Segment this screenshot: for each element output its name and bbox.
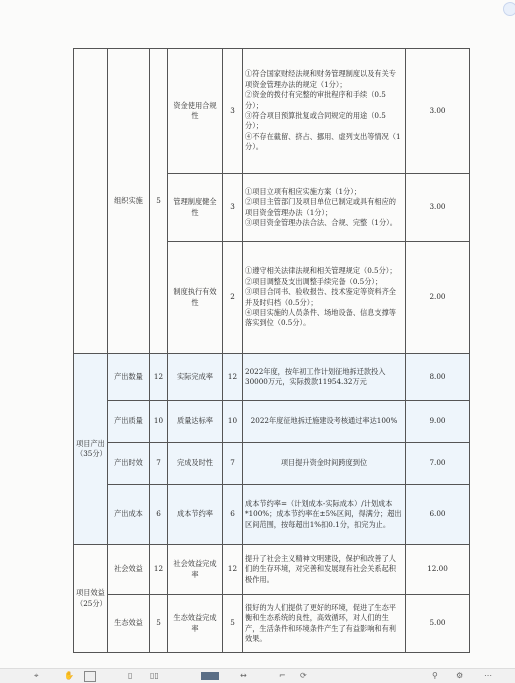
criteria-item: ①遵守相关法律法规和相关管理规定（0.5分）； xyxy=(245,266,397,276)
table-row xyxy=(74,401,470,443)
sub-index-weight: 7 xyxy=(150,443,168,485)
crop-icon[interactable]: ⌐ xyxy=(279,671,286,680)
criteria-cell xyxy=(243,49,406,174)
score-cell: 7.00 xyxy=(406,443,470,485)
score-cell: 3.00 xyxy=(406,49,470,174)
settings-icon[interactable]: ⚙ xyxy=(456,671,464,680)
index-weight: 3 xyxy=(223,174,243,242)
index-weight: 12 xyxy=(223,354,243,401)
project-benefit-label: 项目效益（25分） xyxy=(74,545,108,653)
org-implementation-weight: 5 xyxy=(150,49,168,354)
index-weight: 6 xyxy=(223,485,243,545)
index-weight: 2 xyxy=(223,242,243,354)
sub-index-name: 产出数量 xyxy=(108,354,150,401)
table-row xyxy=(74,545,470,595)
criteria-cell xyxy=(243,242,406,354)
table-row xyxy=(74,354,470,401)
criteria-item: 2022年度征地拆迁施建设考核通过率达100% xyxy=(250,416,398,426)
cursor-icon[interactable]: ⌖ xyxy=(34,671,39,680)
criteria-item: ③项目合同书、验收报告、技术鉴定等资料齐全并及时归档（0.5分）； xyxy=(245,287,396,307)
criteria-cell xyxy=(243,354,406,401)
sub-index-weight: 12 xyxy=(150,354,168,401)
assistant-bubble-icon[interactable] xyxy=(503,2,515,16)
criteria-item: ④项目实施的人员条件、场地设备、信息支撑等落实到位（0.5分）。 xyxy=(245,307,396,328)
select-icon[interactable] xyxy=(84,671,96,682)
sub-index-weight: 10 xyxy=(150,401,168,443)
table-row xyxy=(74,49,470,174)
page-icon[interactable]: ▯ xyxy=(128,671,133,680)
index-name: 管理制度健全性 xyxy=(168,174,223,242)
table-row xyxy=(74,595,470,653)
criteria-item: ②资金的拨付有完整的审批程序和手续（0.5分）； xyxy=(245,90,386,110)
sub-index-name: 社会效益 xyxy=(108,545,150,595)
table-row xyxy=(74,485,470,545)
criteria-cell xyxy=(243,401,406,443)
index-weight: 5 xyxy=(223,595,243,653)
criteria-cell xyxy=(243,174,406,242)
index-name: 成本节约率 xyxy=(168,485,223,545)
index-name: 质量达标率 xyxy=(168,401,223,443)
org-implementation-label: 组织实施 xyxy=(108,49,150,354)
index-name: 实际完成率 xyxy=(168,354,223,401)
index-name: 生态效益完成率 xyxy=(168,595,223,653)
criteria-item: ②项目主管部门及项目单位已制定或具有相应的项目资金管理办法（1分）； xyxy=(245,197,396,217)
sub-index-name: 生态效益 xyxy=(108,595,150,653)
criteria-cell xyxy=(243,485,406,545)
hand-icon[interactable]: ✋ xyxy=(64,671,74,680)
search-icon[interactable]: ⚲ xyxy=(432,671,438,680)
criteria-cell xyxy=(243,443,406,485)
score-cell: 5.00 xyxy=(406,595,470,653)
index-weight: 7 xyxy=(223,443,243,485)
criteria-item: ③符合项目预算批复或合同规定的用途（0.5分）； xyxy=(245,111,386,131)
two-page-icon[interactable]: ▯▯ xyxy=(150,671,159,680)
criteria-item: ②项目调整及支出调整手续完备（0.5分）； xyxy=(245,276,383,286)
criteria-cell xyxy=(243,545,406,595)
score-cell: 2.00 xyxy=(406,242,470,354)
level1-cell xyxy=(74,49,108,354)
score-cell: 8.00 xyxy=(406,354,470,401)
index-weight: 10 xyxy=(223,401,243,443)
index-name: 完成及时性 xyxy=(168,443,223,485)
sub-index-name: 产出质量 xyxy=(108,401,150,443)
sub-index-weight: 5 xyxy=(150,595,168,653)
score-cell: 12.00 xyxy=(406,545,470,595)
fit-width-icon[interactable]: ↔ xyxy=(240,671,247,680)
sub-index-name: 产出成本 xyxy=(108,485,150,545)
view-mode-icon[interactable] xyxy=(201,672,219,680)
viewer-toolbar xyxy=(0,668,515,683)
criteria-item: 成本节约率=（计划成本-实际成本）/计划成本*100%；成本节约率在±5%区间，得满分；超出区间范围，按每超出1%扣0.1分，扣完为止。 xyxy=(245,498,402,529)
sub-index-weight: 6 xyxy=(150,485,168,545)
criteria-item: ③项目资金管理办法合法、合规、完整（1分）。 xyxy=(245,217,397,227)
criteria-item: ①符合国家财经法规和财务管理制度以及有关专项资金管理办法的规定（1分）； xyxy=(245,69,396,89)
sub-index-name: 产出时效 xyxy=(108,443,150,485)
score-cell: 6.00 xyxy=(406,485,470,545)
project-output-label: 项目产出（35分） xyxy=(74,354,108,545)
sub-index-weight: 12 xyxy=(150,545,168,595)
criteria-item: ①项目立项有相应实施方案（1分）； xyxy=(245,186,361,196)
criteria-item: 提升了社会主义精神文明建设，保护和改善了人们的生存环境，对完善和发展现有社会关系起积极作用。 xyxy=(245,553,396,584)
index-name: 制度执行有效性 xyxy=(168,242,223,354)
criteria-cell xyxy=(243,595,406,653)
rotate-icon[interactable]: ⟳ xyxy=(300,671,307,680)
index-name: 社会效益完成率 xyxy=(168,545,223,595)
criteria-item: 项目提升资金时间跨度到位 xyxy=(280,458,368,468)
score-cell: 9.00 xyxy=(406,401,470,443)
evaluation-table xyxy=(73,48,470,653)
table-row xyxy=(74,443,470,485)
criteria-item: 2022年度，按年初工作计划征地拆迁款投入30000万元，实际拨款11954.32万元 xyxy=(245,366,386,386)
index-name: 资金使用合规性 xyxy=(168,49,223,174)
index-weight: 12 xyxy=(223,545,243,595)
criteria-item: 很好的为人们提供了更好的环境，促进了生态平衡和生态系统的良性，高效循环，对人们的生产，生活条件和环境条件产生了有益影响和有利效果。 xyxy=(245,602,396,643)
criteria-item: ④不存在截留、挤占、挪用、虚列支出等情况（1分）。 xyxy=(245,131,401,152)
more-icon[interactable]: ⋯ xyxy=(484,671,492,680)
index-weight: 3 xyxy=(223,49,243,174)
score-cell: 3.00 xyxy=(406,174,470,242)
